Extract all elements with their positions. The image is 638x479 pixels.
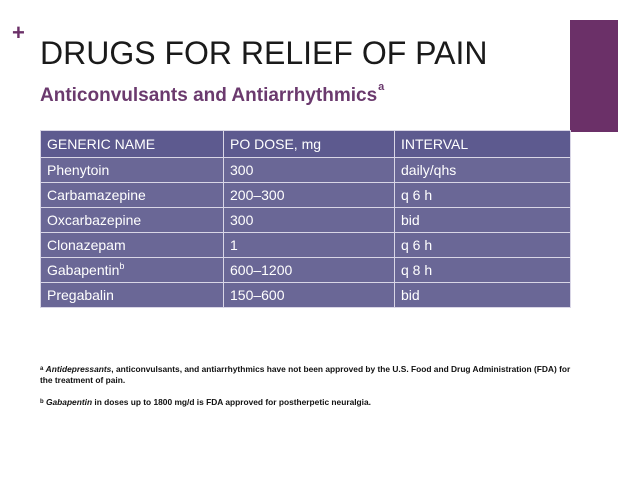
table-header-row (41, 131, 571, 158)
slide-subtitle (40, 81, 385, 106)
table-body (41, 158, 571, 308)
header-po-dose: PO DOSE, mg (224, 131, 395, 158)
footnote-a-marker: a (40, 366, 44, 372)
cell-generic-name (41, 233, 224, 258)
footnote-a-term: Antidepressants (45, 364, 112, 374)
table-row (41, 233, 571, 258)
header-generic-name: GENERIC NAME (41, 131, 224, 158)
drug-name: Oxcarbazepine (47, 212, 142, 228)
cell-interval: q 6 h (395, 233, 571, 258)
accent-bar (570, 20, 618, 132)
footnote-b-text: in doses up to 1800 mg/d is FDA approved for postherpetic neuralgia. (92, 397, 371, 407)
cell-interval: daily/qhs (395, 158, 571, 183)
cell-generic-name (41, 158, 224, 183)
subtitle-footnote-marker: a (378, 81, 385, 93)
cell-generic-name (41, 208, 224, 233)
cell-generic-name (41, 283, 224, 308)
drug-table (40, 130, 571, 308)
table-row (41, 208, 571, 233)
table-row (41, 258, 571, 283)
plus-symbol: + (12, 20, 25, 45)
cell-interval: bid (395, 283, 571, 308)
subtitle-text: Anticonvulsants and Antiarrhythmics (40, 85, 378, 106)
cell-po-dose: 1 (224, 233, 395, 258)
header-interval: INTERVAL (395, 131, 571, 158)
drug-name: Carbamazepine (47, 187, 146, 203)
footnote-a-text: , anticonvulsants, and antiarrhythmics have not been approved by the U.S. Food and Drug Administration (FDA) for the treatment of pain. (40, 364, 571, 385)
cell-po-dose: 600–1200 (224, 258, 395, 283)
cell-interval: q 8 h (395, 258, 571, 283)
cell-generic-name (41, 258, 224, 283)
footnotes (40, 364, 580, 419)
drug-name: Pregabalin (47, 287, 114, 303)
cell-po-dose: 200–300 (224, 183, 395, 208)
cell-po-dose: 300 (224, 158, 395, 183)
cell-po-dose: 300 (224, 208, 395, 233)
footnote-b-term: Gabapentin (46, 397, 93, 407)
slide-title: DRUGS FOR RELIEF OF PAIN (40, 35, 488, 71)
drug-name-footnote-marker: b (119, 261, 125, 271)
footnote-b (40, 397, 580, 408)
table-row (41, 183, 571, 208)
cell-po-dose: 150–600 (224, 283, 395, 308)
drug-name: Phenytoin (47, 162, 110, 178)
cell-interval: bid (395, 208, 571, 233)
footnote-b-marker: b (40, 399, 44, 405)
table-row (41, 283, 571, 308)
drug-name: Clonazepam (47, 237, 126, 253)
table-row (41, 158, 571, 183)
footnote-a (40, 364, 580, 386)
drug-name: Gabapentin (47, 262, 120, 278)
cell-interval: q 6 h (395, 183, 571, 208)
cell-generic-name (41, 183, 224, 208)
